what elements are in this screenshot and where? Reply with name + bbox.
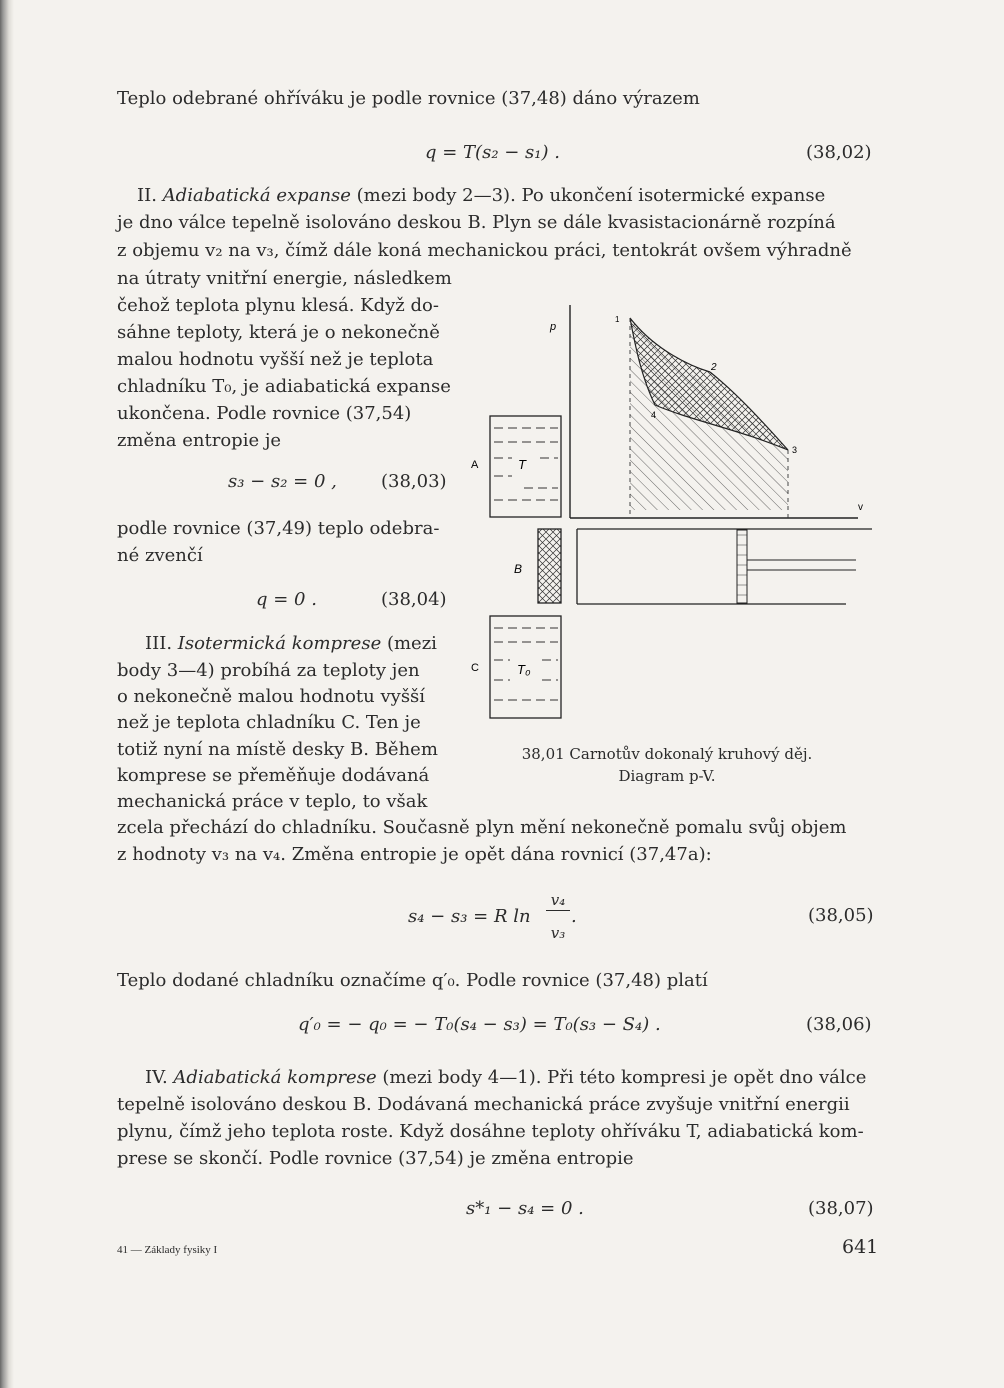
section-iv-heading-rest: (mezi body 4—1). Při této kompresi je opět dno válce xyxy=(376,1067,867,1088)
equation-38-05-lhs: s₄ − s₃ = R ln xyxy=(408,906,531,927)
section-iii-line: než je teplota chladníku C. Ten je xyxy=(117,712,421,733)
chiller-heat-line: Teplo dodané chladníku označíme q′₀. Podle rovnice (37,48) platí xyxy=(117,970,708,991)
figure-caption-line-2: Diagram p-V. xyxy=(618,767,716,785)
figure-caption xyxy=(482,743,852,787)
section-iii-title: Isotermická komprese xyxy=(177,633,382,654)
section-iii-numeral: III. xyxy=(145,633,173,654)
v-axis-label: v xyxy=(858,502,863,513)
section-ii-line: chladníku T₀, je adiabatická expanse xyxy=(117,376,451,397)
equation-38-07: s*₁ − s₄ = 0 . xyxy=(466,1198,584,1219)
insulating-plate-b xyxy=(538,529,561,603)
section-iii-heading-rest: (mezi xyxy=(381,633,437,654)
heater-a-label: A xyxy=(471,459,479,471)
section-ii-line: čehož teplota plynu klesá. Když do- xyxy=(117,295,439,316)
point-4-label: 4 xyxy=(651,410,657,420)
section-ii-line: změna entropie je xyxy=(117,430,282,451)
page-binding-edge xyxy=(0,0,14,1388)
section-iv-heading-line xyxy=(117,1065,873,1090)
section-iii-line: z hodnoty v₃ na v₄. Změna entropie je opět dána rovnicí (37,47a): xyxy=(117,844,712,865)
section-iii-line: totiž nyní na místě desky B. Během xyxy=(117,739,438,760)
section-iii-line: o nekonečně malou hodnotu vyšší xyxy=(117,686,426,707)
heater-a-dashes xyxy=(494,428,558,500)
page-number: 641 xyxy=(842,1236,879,1258)
section-iv-line: prese se skončí. Podle rovnice (37,54) je změna entropie xyxy=(117,1148,634,1169)
equation-number-38-06: (38,06) xyxy=(806,1014,872,1035)
equation-number-38-04: (38,04) xyxy=(381,589,447,610)
section-ii-line: je dno válce tepelně isolováno deskou B. Plyn se dále kvasistacionárně rozpíná xyxy=(117,212,836,233)
section-ii-line: na útraty vnitřní energie, následkem xyxy=(117,268,452,289)
section-ii-line: z objemu v₂ na v₃, čímž dále koná mechanickou práci, tentokrát ovšem výhradně xyxy=(117,240,852,261)
section-ii-line: ukončena. Podle rovnice (37,54) xyxy=(117,403,412,424)
section-iv-line: tepelně isolováno deskou B. Dodávaná mechanická práce zvyšuje vnitřní energii xyxy=(117,1094,850,1115)
p-axis-label: p xyxy=(550,321,557,333)
chiller-c-temp: T₀ xyxy=(517,662,531,677)
fraction-bar xyxy=(546,910,570,911)
section-iii-line: zcela přechází do chladníku. Současně plyn mění nekonečně pomalu svůj objem xyxy=(117,817,847,838)
section-ii-line: malou hodnotu vyšší než je teplota xyxy=(117,349,434,370)
heat-paragraph-line: podle rovnice (37,49) teplo odebra- xyxy=(117,518,440,539)
section-iv-title: Adiabatická komprese xyxy=(173,1067,377,1088)
point-2-label: 2 xyxy=(711,362,717,373)
section-ii-title: Adiabatická expanse xyxy=(162,185,351,206)
section-iii-line: komprese se přeměňuje dodávaná xyxy=(117,765,430,786)
equation-38-05-tail: . xyxy=(571,906,577,927)
section-ii-line: sáhne teploty, která je o nekonečně xyxy=(117,322,440,343)
fraction-denominator: v₃ xyxy=(550,924,566,942)
piston xyxy=(737,530,747,603)
equation-38-05-fraction xyxy=(546,892,570,942)
figure-caption-line-1: 38,01 Carnotův dokonalý kruhový děj. xyxy=(521,745,813,763)
section-iii-line: body 3—4) probíhá za teploty jen xyxy=(117,660,420,681)
plate-b-label: B xyxy=(514,562,523,576)
heat-paragraph-line: né zvenčí xyxy=(117,545,203,566)
point-1-label: 1 xyxy=(615,315,620,324)
fraction-numerator: v₄ xyxy=(550,891,566,909)
section-iii-line: mechanická práce v teplo, to však xyxy=(117,791,428,812)
footer-signature: 41 — Základy fysiky I xyxy=(117,1244,218,1256)
equation-number-38-02: (38,02) xyxy=(806,142,872,163)
section-ii-heading-line xyxy=(117,183,873,208)
section-iii-heading-line xyxy=(117,631,443,656)
section-ii-numeral: II. xyxy=(137,185,157,206)
equation-38-06: q′₀ = − q₀ = − T₀(s₄ − s₃) = T₀(s₃ − S₄) . xyxy=(298,1014,661,1035)
chiller-c-label: C xyxy=(471,662,479,674)
section-iv-line: plynu, čímž jeho teplota roste. Když dosáhne teploty ohříváku T, adiabatická kom- xyxy=(117,1121,864,1142)
intro-line: Teplo odebrané ohříváku je podle rovnice (37,48) dáno výrazem xyxy=(117,88,700,109)
section-iv-numeral: IV. xyxy=(145,1067,168,1088)
point-3-label: 3 xyxy=(792,445,798,455)
equation-number-38-03: (38,03) xyxy=(381,471,447,492)
equation-number-38-07: (38,07) xyxy=(808,1198,874,1219)
heater-a-temp: T xyxy=(518,457,526,472)
equation-38-04: q = 0 . xyxy=(256,589,317,610)
equation-38-03: s₃ − s₂ = 0 , xyxy=(228,471,337,492)
equation-number-38-05: (38,05) xyxy=(808,905,874,926)
carnot-figure xyxy=(460,296,880,736)
section-ii-heading-rest: (mezi body 2—3). Po ukončení isotermické expanse xyxy=(350,185,826,206)
equation-38-02: q = T(s₂ − s₁) . xyxy=(425,142,560,163)
